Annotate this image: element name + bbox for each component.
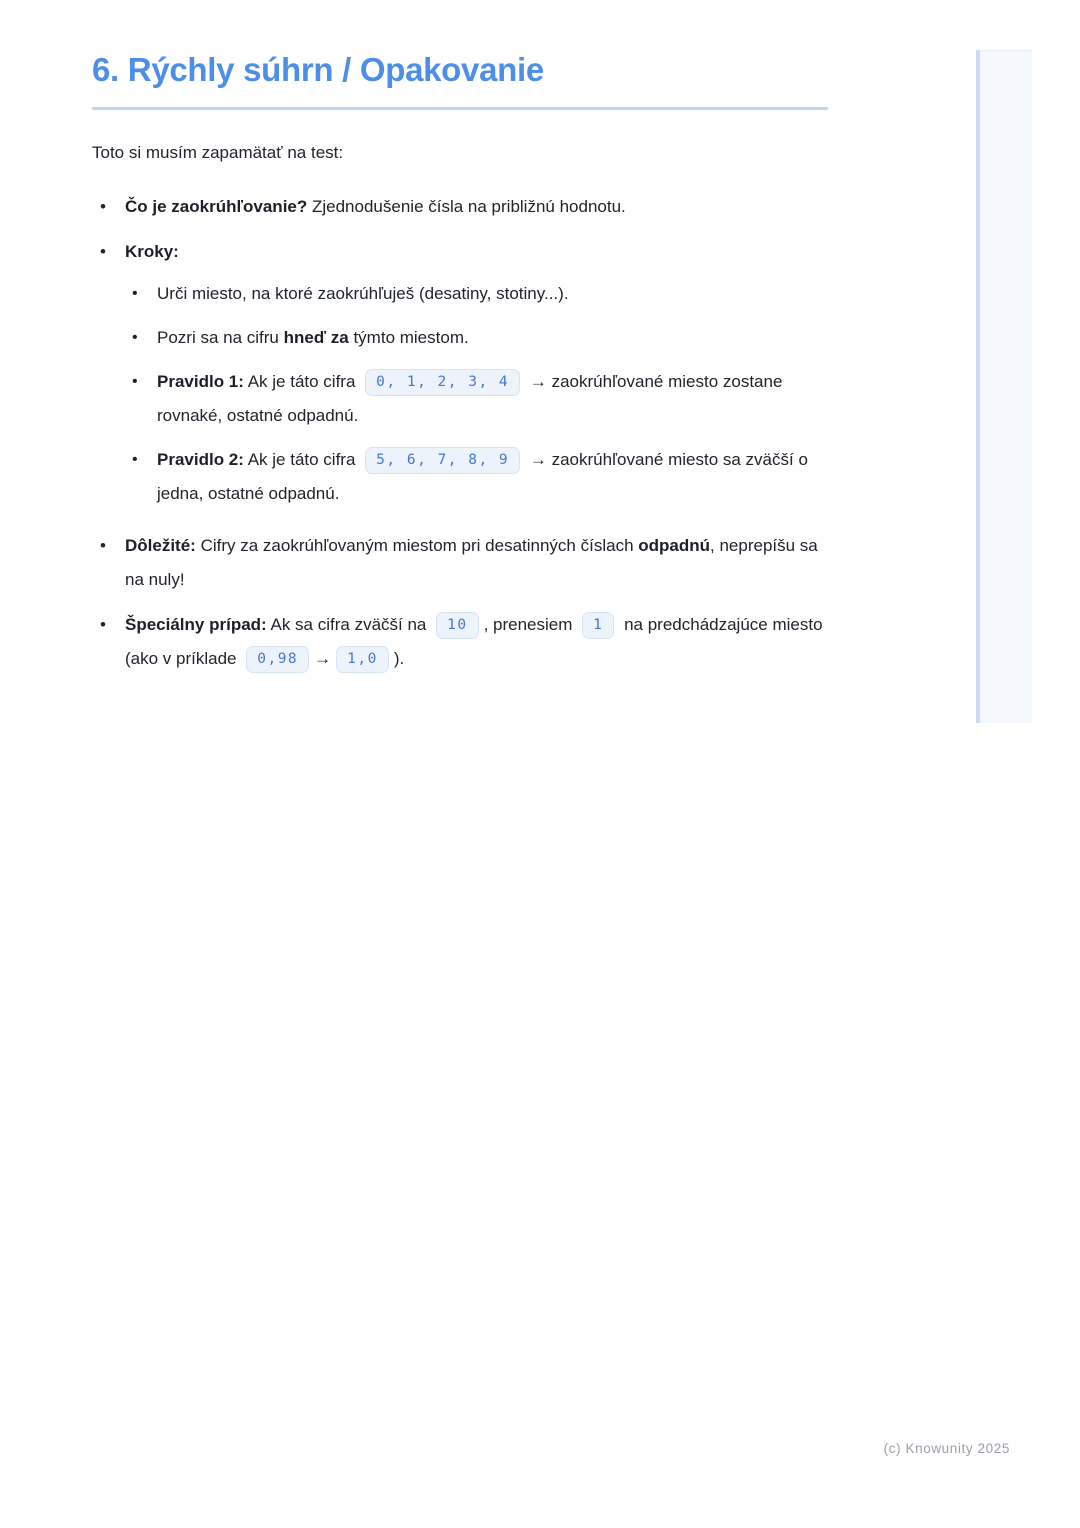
- special-case-chip-098: 0,98: [246, 646, 309, 673]
- step2-bold: hneď za: [283, 328, 349, 347]
- steps-label: Kroky:: [125, 242, 179, 261]
- step-item-rule1: [125, 365, 828, 433]
- steps-sublist: [125, 277, 828, 511]
- special-case-chip-1: 1: [582, 612, 614, 639]
- special-case-label: Špeciálny prípad:: [125, 615, 267, 634]
- list-item-important: [92, 529, 828, 597]
- special-case-t1: Ak sa cifra zväčší na: [266, 615, 432, 634]
- page-edge-panel: [976, 50, 1032, 723]
- note-content: [92, 50, 828, 687]
- definition-label: Čo je zaokrúhľovanie?: [125, 197, 308, 216]
- rule2-pre: Ak je táto cifra: [243, 450, 361, 469]
- title-underline-rule: [92, 107, 828, 110]
- important-label: Dôležité:: [125, 536, 196, 555]
- list-item-steps: [92, 235, 828, 511]
- rule2-digits-chip: 5, 6, 7, 8, 9: [365, 447, 520, 474]
- rule1-post: → zaokrúhľované miesto zostane rovnaké, ostatné odpadnú.: [157, 372, 783, 425]
- rule2-post: → zaokrúhľované miesto sa zväčší o jedna, ostatné odpadnú.: [157, 450, 808, 503]
- important-post: , neprepíšu sa na nuly!: [125, 536, 818, 589]
- important-bold2: odpadnú: [638, 536, 711, 555]
- intro-text: Toto si musím zapamätať na test:: [92, 143, 344, 162]
- page-title: 6. Rýchly súhrn / Opakovanie: [92, 51, 544, 88]
- special-case-chip-10-result: 1,0: [336, 646, 389, 673]
- rule1-digits-chip: 0, 1, 2, 3, 4: [365, 369, 520, 396]
- step-item-rule2: [125, 443, 828, 511]
- list-item-definition: [92, 190, 828, 224]
- special-case-t4: ).: [393, 649, 405, 668]
- step2-post: týmto miestom.: [348, 328, 469, 347]
- rule2-label: Pravidlo 2:: [157, 450, 244, 469]
- special-case-t3: na predchádzajúce miesto (ako v príklade: [125, 615, 823, 668]
- rule1-label: Pravidlo 1:: [157, 372, 244, 391]
- important-mid: Cifry za zaokrúhľovaným miestom pri desatinných číslach: [195, 536, 639, 555]
- list-item-special-case: [92, 608, 828, 676]
- step-item-1: [125, 277, 828, 311]
- step-item-2: [125, 321, 828, 355]
- special-case-chip-10: 10: [436, 612, 478, 639]
- step1-text: Urči miesto, na ktoré zaokrúhľuješ (desatiny, stotiny...).: [157, 284, 569, 303]
- special-case-arrow: →: [314, 649, 332, 668]
- step2-pre: Pozri sa na cifru: [157, 328, 284, 347]
- definition-text: Zjednodušenie čísla na približnú hodnotu.: [307, 197, 626, 216]
- summary-list: [92, 190, 828, 676]
- rule1-pre: Ak je táto cifra: [243, 372, 361, 391]
- special-case-t2: , prenesiem: [483, 615, 578, 634]
- copyright-footer: (c) Knowunity 2025: [883, 1441, 1010, 1456]
